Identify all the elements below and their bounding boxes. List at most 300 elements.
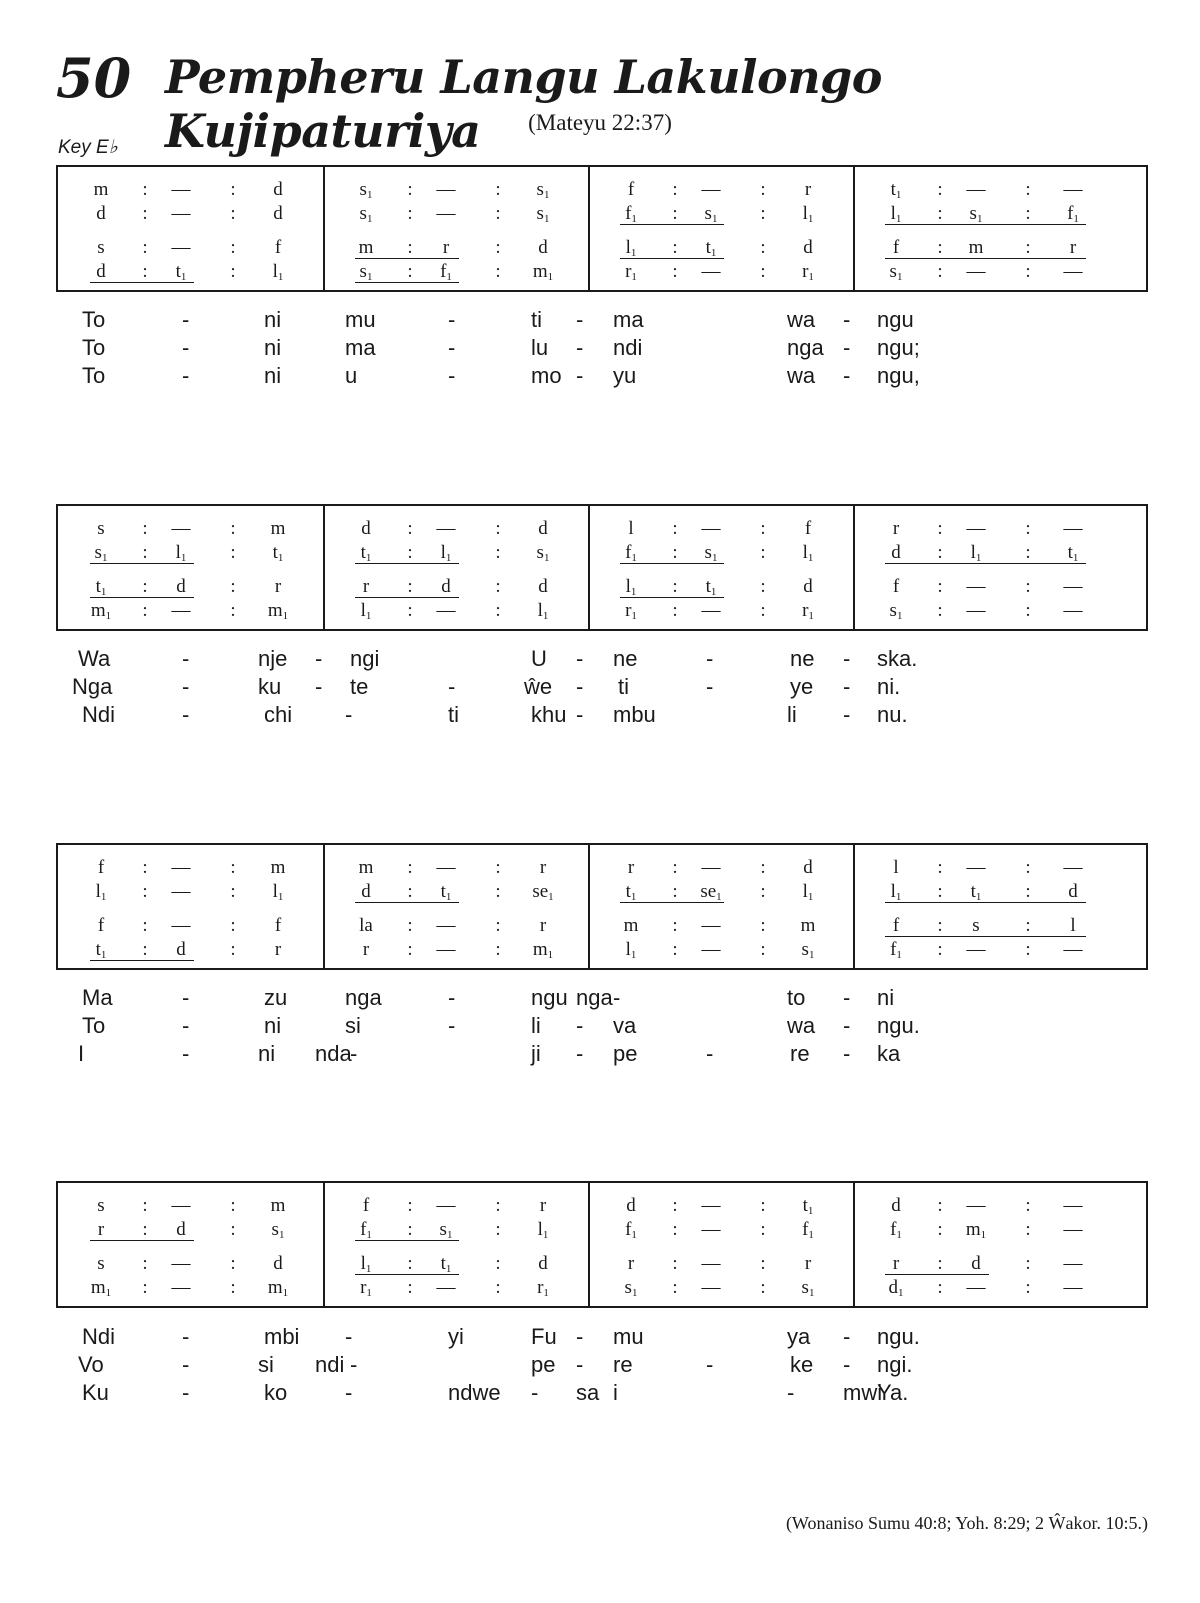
solfa-note: $r_1$	[625, 261, 637, 283]
lyric-syllable: wa	[787, 1013, 816, 1038]
solfa-note: r	[627, 1253, 635, 1274]
solfa-note: —	[1063, 261, 1083, 282]
solfa-note: m	[270, 1195, 286, 1216]
lyric-syllable: i	[613, 1380, 618, 1405]
solfa-note: —	[701, 857, 721, 878]
solfa-note: $l_1$	[890, 203, 902, 225]
beat-separator: :	[495, 915, 501, 936]
solfa-note: $s_1$	[359, 203, 373, 225]
beat-separator: :	[1025, 203, 1031, 224]
lyric-syllable: te	[350, 674, 369, 699]
bar-line	[853, 506, 855, 629]
solfa-note: d	[96, 203, 106, 224]
solfa-note: $f_1$	[802, 1219, 814, 1241]
bar-line	[323, 506, 325, 629]
beat-separator: :	[1025, 939, 1031, 960]
beat-separator: :	[1025, 600, 1031, 621]
solfa-note: $r_1$	[802, 261, 814, 283]
lyric-syllable: yu	[613, 363, 637, 388]
lyric-syllable: ko	[264, 1380, 288, 1405]
beat-separator: :	[1025, 518, 1031, 539]
beat-separator: :	[407, 518, 413, 539]
beat-separator: :	[672, 1253, 678, 1274]
solfa-note: —	[701, 518, 721, 539]
solfa-note: m	[270, 857, 286, 878]
lyric-syllable: ni	[264, 363, 282, 388]
solfa-note: —	[436, 1195, 456, 1216]
beat-separator: :	[230, 261, 236, 282]
beat-separator: :	[672, 542, 678, 563]
solfa-note: —	[171, 915, 191, 936]
solfa-note: f	[627, 179, 635, 200]
solfa-note: $l_1$	[802, 203, 814, 225]
syllable-hyphen: -	[706, 1041, 714, 1066]
slur-underline	[885, 258, 1086, 259]
solfa-note: $m_1$	[267, 600, 289, 622]
solfa-note: —	[436, 203, 456, 224]
solfa-note: f	[892, 915, 900, 936]
syllable-hyphen: -	[448, 307, 456, 332]
solfa-note: $l_1$	[625, 939, 637, 961]
beat-separator: :	[495, 261, 501, 282]
slur-underline	[355, 597, 459, 598]
beat-separator: :	[407, 542, 413, 563]
beat-separator: :	[760, 237, 766, 258]
beat-separator: :	[407, 939, 413, 960]
solfa-note: —	[1063, 179, 1083, 200]
bar-line	[323, 167, 325, 290]
beat-separator: :	[495, 881, 501, 902]
key-signature: Key E♭	[58, 137, 118, 158]
beat-separator: :	[407, 857, 413, 878]
beat-separator: :	[495, 1219, 501, 1240]
slur-underline	[885, 936, 1086, 937]
beat-separator: :	[230, 576, 236, 597]
lyric-syllable: ngi	[350, 646, 380, 671]
solfa-note: s	[97, 1195, 105, 1216]
solfa-note: —	[1063, 576, 1083, 597]
solfa-note: r	[274, 939, 282, 960]
beat-separator: :	[760, 1277, 766, 1298]
lyric-syllable: u	[345, 363, 358, 388]
solfa-note: $t_1$	[890, 179, 902, 201]
lyric-syllable: Ku	[82, 1380, 109, 1405]
solfa-note: $f_1$	[360, 1219, 372, 1241]
solfa-note: $s_1$	[439, 1219, 453, 1241]
hymn-title: Pempheru Langu Lakulongo Kujipaturiya	[165, 50, 882, 158]
lyric-syllable: To	[82, 363, 106, 388]
solfa-note: $m_1$	[532, 261, 554, 283]
beat-separator: :	[407, 915, 413, 936]
beat-separator: :	[407, 576, 413, 597]
lyric-syllable: li	[787, 702, 797, 727]
solfa-note: $r_1$	[537, 1277, 549, 1299]
solfa-note: —	[966, 939, 986, 960]
beat-separator: :	[1025, 1219, 1031, 1240]
beat-separator: :	[937, 600, 943, 621]
lyric-syllable: va	[613, 1013, 637, 1038]
beat-separator: :	[672, 939, 678, 960]
solfa-note: $f_1$	[890, 1219, 902, 1241]
solfa-note: s	[97, 518, 105, 539]
beat-separator: :	[937, 1219, 943, 1240]
solfa-note: r	[539, 857, 547, 878]
solfa-note: m	[623, 915, 639, 936]
lyric-syllable: re	[790, 1041, 810, 1066]
lyric-syllable: ti	[448, 702, 459, 727]
beat-separator: :	[142, 1277, 148, 1298]
beat-separator: :	[495, 179, 501, 200]
bar-line	[853, 845, 855, 968]
solfa-note: d	[273, 1253, 283, 1274]
beat-separator: :	[142, 179, 148, 200]
beat-separator: :	[230, 237, 236, 258]
beat-separator: :	[760, 600, 766, 621]
syllable-hyphen: -	[350, 1352, 358, 1377]
solfa-note: —	[701, 600, 721, 621]
syllable-hyphen: -	[182, 307, 190, 332]
beat-separator: :	[230, 518, 236, 539]
syllable-hyphen: -	[576, 307, 584, 332]
solfa-note: $r_1$	[802, 600, 814, 622]
beat-separator: :	[230, 939, 236, 960]
beat-separator: :	[495, 203, 501, 224]
solfa-note: —	[1063, 1195, 1083, 1216]
solfa-note: $t_1$	[970, 881, 982, 903]
lyric-syllable: ma	[613, 307, 644, 332]
syllable-hyphen: -	[315, 646, 323, 671]
solfa-note: $l_1$	[625, 576, 637, 598]
solfa-note: —	[1063, 1219, 1083, 1240]
lyric-syllable: nga	[576, 985, 613, 1010]
solfa-note: $r_1$	[625, 600, 637, 622]
solfa-note: $s_1$	[801, 939, 815, 961]
lyric-syllable: mu	[613, 1324, 644, 1349]
slur-underline	[90, 282, 194, 283]
lyric-syllable: Nga	[72, 674, 113, 699]
lyric-syllable: ngu	[531, 985, 568, 1010]
lyric-syllable: ka	[877, 1041, 901, 1066]
slur-underline	[90, 1240, 194, 1241]
syllable-hyphen: -	[448, 1013, 456, 1038]
lyric-syllable: Ma	[82, 985, 113, 1010]
beat-separator: :	[142, 857, 148, 878]
slur-underline	[355, 563, 459, 564]
solfa-note: d	[361, 518, 371, 539]
music-system	[56, 165, 1148, 292]
solfa-note: $t_1$	[95, 939, 107, 961]
beat-separator: :	[937, 1277, 943, 1298]
solfa-note: r	[627, 857, 635, 878]
hymn-number: 50	[56, 46, 132, 110]
beat-separator: :	[937, 518, 943, 539]
solfa-note: d	[273, 179, 283, 200]
beat-separator: :	[142, 542, 148, 563]
solfa-note: d	[626, 1195, 636, 1216]
solfa-note: —	[701, 1195, 721, 1216]
beat-separator: :	[672, 1195, 678, 1216]
solfa-note: $f_1$	[625, 1219, 637, 1241]
solfa-note: —	[436, 857, 456, 878]
solfa-note: d	[176, 939, 186, 960]
lyric-syllable: ku	[258, 674, 282, 699]
syllable-hyphen: -	[787, 1380, 795, 1405]
beat-separator: :	[230, 1277, 236, 1298]
solfa-note: f	[97, 915, 105, 936]
beat-separator: :	[672, 1277, 678, 1298]
solfa-note: r	[442, 237, 450, 258]
lyric-syllable: lu	[531, 335, 549, 360]
syllable-hyphen: -	[576, 363, 584, 388]
solfa-note: —	[1063, 1253, 1083, 1274]
beat-separator: :	[407, 237, 413, 258]
lyric-syllable: ngu;	[877, 335, 920, 360]
syllable-hyphen: -	[345, 1380, 353, 1405]
beat-separator: :	[142, 1219, 148, 1240]
beat-separator: :	[495, 576, 501, 597]
solfa-note: s	[97, 1253, 105, 1274]
lyric-syllable: li	[531, 1013, 541, 1038]
lyric-syllable: si	[345, 1013, 361, 1038]
lyric-syllable: Vo	[78, 1352, 104, 1377]
solfa-note: m	[800, 915, 816, 936]
beat-separator: :	[1025, 261, 1031, 282]
solfa-note: —	[701, 261, 721, 282]
syllable-hyphen: -	[182, 1352, 190, 1377]
beat-separator: :	[760, 576, 766, 597]
slur-underline	[355, 282, 459, 283]
solfa-note: f	[892, 576, 900, 597]
solfa-note: l	[893, 857, 899, 878]
beat-separator: :	[495, 518, 501, 539]
solfa-note: $t_1$	[705, 237, 717, 259]
beat-separator: :	[142, 915, 148, 936]
lyric-syllable: ma	[345, 335, 376, 360]
lyric-syllable: nda	[315, 1041, 352, 1066]
beat-separator: :	[495, 1277, 501, 1298]
beat-separator: :	[937, 576, 943, 597]
syllable-hyphen: -	[576, 702, 584, 727]
beat-separator: :	[760, 203, 766, 224]
solfa-note: d	[176, 1219, 186, 1240]
syllable-hyphen: -	[843, 1352, 851, 1377]
beat-separator: :	[407, 1253, 413, 1274]
slur-underline	[620, 224, 724, 225]
solfa-note: f	[362, 1195, 370, 1216]
solfa-note: $l_1$	[537, 1219, 549, 1241]
solfa-note: d	[96, 261, 106, 282]
syllable-hyphen: -	[843, 646, 851, 671]
lyric-syllable: ni	[264, 335, 282, 360]
solfa-note: —	[436, 1277, 456, 1298]
beat-separator: :	[760, 881, 766, 902]
lyric-syllable: nga	[787, 335, 824, 360]
beat-separator: :	[407, 1219, 413, 1240]
solfa-note: —	[701, 1253, 721, 1274]
syllable-hyphen: -	[576, 1041, 584, 1066]
lyric-syllable: sa	[576, 1380, 600, 1405]
beat-separator: :	[1025, 1253, 1031, 1274]
slur-underline	[355, 1240, 459, 1241]
lyric-syllable: ska.	[877, 646, 918, 671]
solfa-note: $l_1$	[175, 542, 187, 564]
solfa-note: r	[274, 576, 282, 597]
lyric-syllable: ngu.	[877, 1324, 920, 1349]
solfa-note: $t_1$	[1067, 542, 1079, 564]
solfa-note: d	[803, 576, 813, 597]
beat-separator: :	[142, 576, 148, 597]
solfa-note: $s_1$	[969, 203, 983, 225]
lyric-syllable: ni.	[877, 674, 901, 699]
slur-underline	[90, 563, 194, 564]
solfa-note: $l_1$	[272, 261, 284, 283]
beat-separator: :	[937, 881, 943, 902]
lyric-syllable: U	[531, 646, 547, 671]
solfa-note: —	[436, 915, 456, 936]
beat-separator: :	[495, 1195, 501, 1216]
solfa-note: d	[538, 237, 548, 258]
lyric-syllable: ŵe	[524, 674, 553, 699]
syllable-hyphen: -	[576, 674, 584, 699]
solfa-note: —	[171, 881, 191, 902]
solfa-note: r	[539, 915, 547, 936]
beat-separator: :	[937, 1195, 943, 1216]
lyric-syllable: ni	[264, 1013, 282, 1038]
solfa-note: $t_1$	[802, 1195, 814, 1217]
solfa-note: —	[701, 1277, 721, 1298]
lyric-syllable: ti	[531, 307, 542, 332]
beat-separator: :	[407, 261, 413, 282]
solfa-note: r	[804, 179, 812, 200]
solfa-note: —	[966, 1277, 986, 1298]
beat-separator: :	[407, 881, 413, 902]
solfa-note: $f_1$	[440, 261, 452, 283]
beat-separator: :	[407, 203, 413, 224]
solfa-note: —	[1063, 518, 1083, 539]
syllable-hyphen: -	[843, 363, 851, 388]
beat-separator: :	[230, 1219, 236, 1240]
lyric-syllable: re	[613, 1352, 633, 1377]
beat-separator: :	[230, 203, 236, 224]
solfa-note: —	[701, 915, 721, 936]
solfa-note: —	[1063, 857, 1083, 878]
lyric-syllable: Ndi	[82, 1324, 116, 1349]
lyric-syllable: ye	[790, 674, 814, 699]
solfa-note: —	[701, 939, 721, 960]
slur-underline	[90, 597, 194, 598]
slur-underline	[885, 224, 1086, 225]
solfa-note: m	[358, 237, 374, 258]
beat-separator: :	[1025, 576, 1031, 597]
solfa-note: $l_1$	[360, 600, 372, 622]
music-system	[56, 843, 1148, 970]
solfa-note: r	[892, 1253, 900, 1274]
solfa-note: $m_1$	[267, 1277, 289, 1299]
beat-separator: :	[1025, 1277, 1031, 1298]
solfa-note: r	[362, 939, 370, 960]
beat-separator: :	[760, 518, 766, 539]
beat-separator: :	[937, 857, 943, 878]
syllable-hyphen: -	[315, 674, 323, 699]
solfa-note: $t_1$	[625, 881, 637, 903]
syllable-hyphen: -	[843, 335, 851, 360]
lyric-syllable: mwi	[843, 1380, 883, 1405]
lyric-syllable: Fu	[531, 1324, 557, 1349]
beat-separator: :	[407, 179, 413, 200]
beat-separator: :	[1025, 179, 1031, 200]
lyric-syllable: ne	[790, 646, 815, 671]
solfa-note: —	[436, 600, 456, 621]
beat-separator: :	[495, 939, 501, 960]
lyric-syllable: To	[82, 335, 106, 360]
lyric-syllable: ti	[618, 674, 629, 699]
lyric-syllable: ndi	[613, 335, 643, 360]
syllable-hyphen: -	[576, 1324, 584, 1349]
solfa-note: r	[539, 1195, 547, 1216]
beat-separator: :	[495, 237, 501, 258]
solfa-note: $s_1$	[801, 1277, 815, 1299]
beat-separator: :	[142, 1253, 148, 1274]
lyric-syllable: ji	[531, 1041, 541, 1066]
beat-separator: :	[937, 237, 943, 258]
syllable-hyphen: -	[843, 985, 851, 1010]
slur-underline	[620, 597, 724, 598]
beat-separator: :	[230, 1195, 236, 1216]
lyric-syllable: To	[82, 307, 106, 332]
syllable-hyphen: -	[843, 1013, 851, 1038]
lyric-syllable: ke	[790, 1352, 814, 1377]
lyric-syllable: To	[82, 1013, 106, 1038]
solfa-note: f	[274, 915, 282, 936]
lyric-syllable: mo	[531, 363, 562, 388]
solfa-note: $s_1$	[889, 600, 903, 622]
lyric-syllable: ya	[787, 1324, 811, 1349]
solfa-note: —	[436, 179, 456, 200]
solfa-note: $s_1$	[536, 542, 550, 564]
beat-separator: :	[672, 203, 678, 224]
solfa-note: $l_1$	[802, 881, 814, 903]
slur-underline	[620, 258, 724, 259]
syllable-hyphen: -	[182, 335, 190, 360]
syllable-hyphen: -	[448, 335, 456, 360]
slur-underline	[355, 258, 459, 259]
lyric-syllable: nje	[258, 646, 288, 671]
beat-separator: :	[1025, 881, 1031, 902]
syllable-hyphen: -	[843, 702, 851, 727]
solfa-note: $s_1$	[889, 261, 903, 283]
syllable-hyphen: -	[182, 1041, 190, 1066]
solfa-note: d	[971, 1253, 981, 1274]
solfa-note: r	[804, 1253, 812, 1274]
solfa-note: $s_1$	[624, 1277, 638, 1299]
solfa-note: m	[270, 518, 286, 539]
beat-separator: :	[760, 1219, 766, 1240]
lyric-syllable: wa	[787, 307, 816, 332]
beat-separator: :	[937, 203, 943, 224]
beat-separator: :	[672, 237, 678, 258]
solfa-note: $l_1$	[802, 542, 814, 564]
beat-separator: :	[760, 1195, 766, 1216]
beat-separator: :	[760, 179, 766, 200]
solfa-note: $t_1$	[272, 542, 284, 564]
beat-separator: :	[407, 1277, 413, 1298]
syllable-hyphen: -	[843, 674, 851, 699]
syllable-hyphen: -	[182, 1380, 190, 1405]
solfa-note: d	[273, 203, 283, 224]
solfa-note: r	[97, 1219, 105, 1240]
syllable-hyphen: -	[843, 1041, 851, 1066]
solfa-note: $s_1$	[359, 261, 373, 283]
